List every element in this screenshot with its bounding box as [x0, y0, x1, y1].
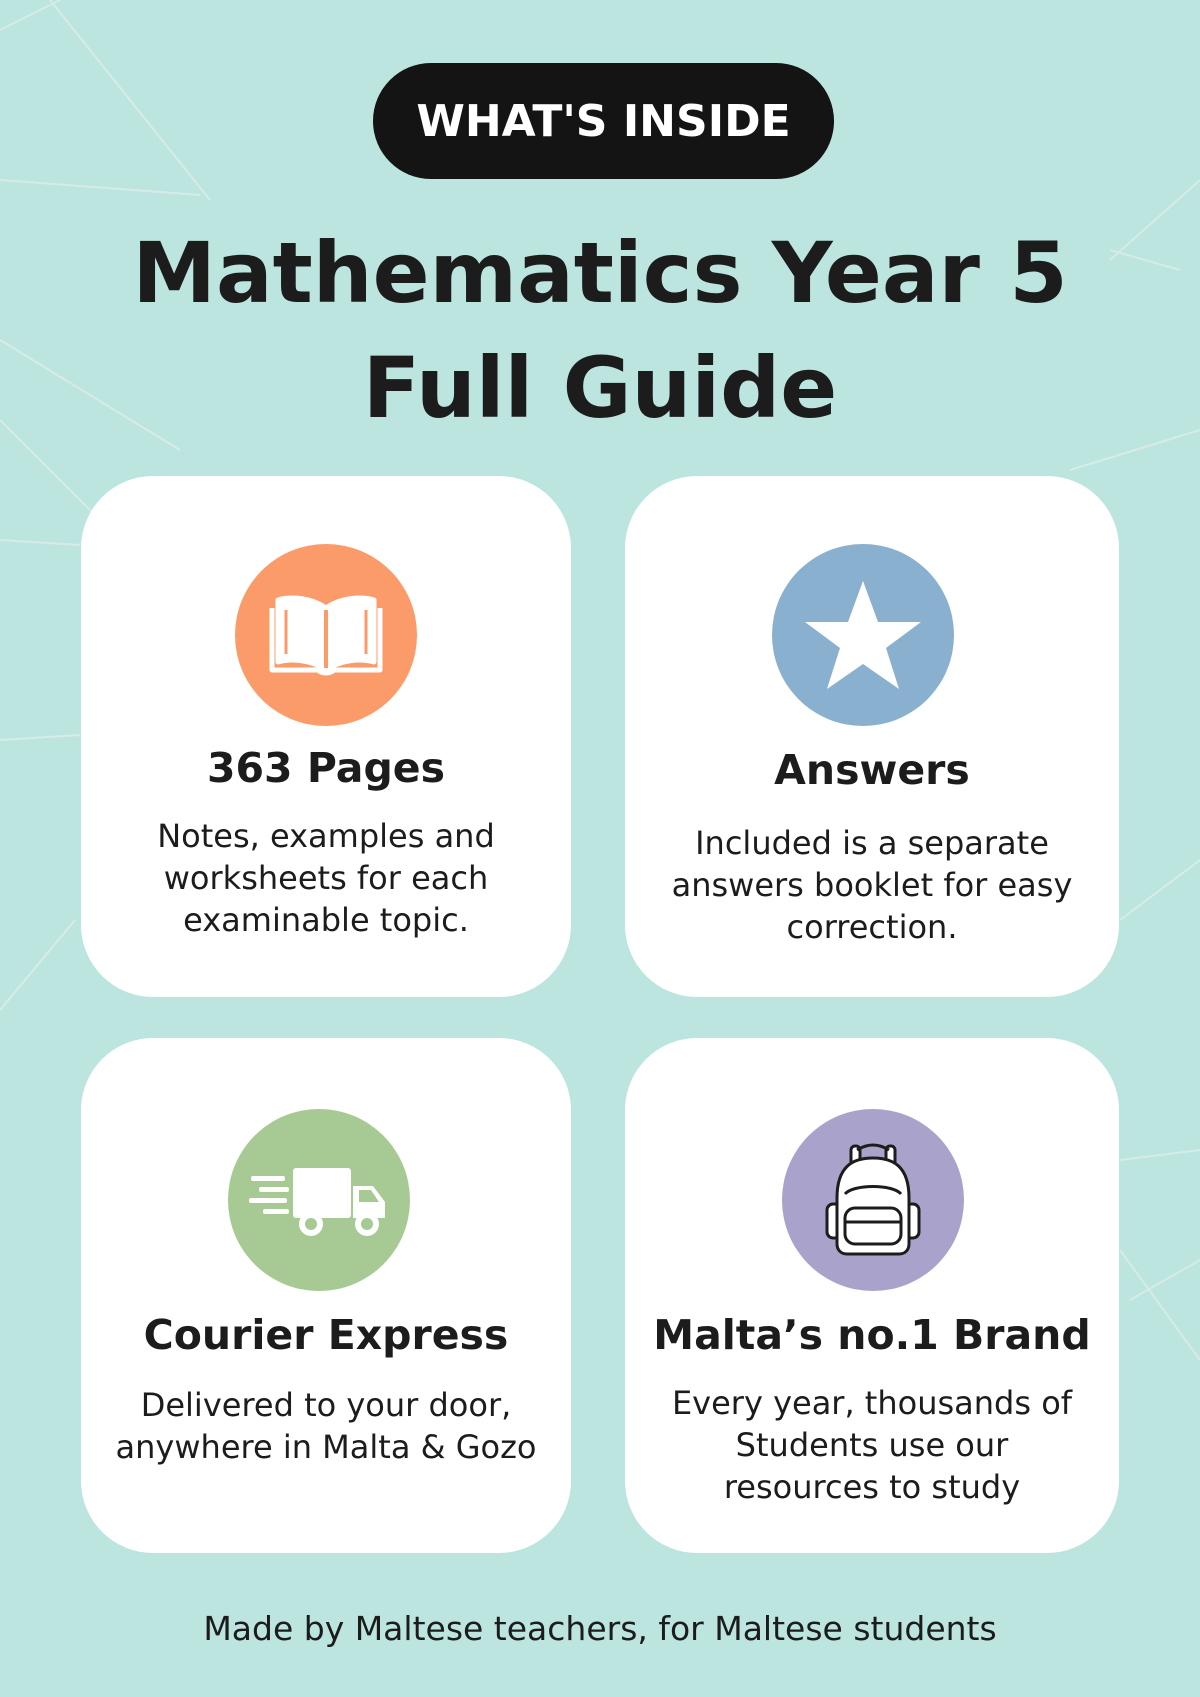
- brand-icon-circle: [782, 1109, 964, 1291]
- delivery-truck-icon: [249, 1160, 389, 1240]
- answers-description: Included is a separate answers booklet for easy correction.: [671, 824, 1073, 946]
- footer-tagline: Made by Maltese teachers, for Maltese students: [203, 1609, 997, 1648]
- feature-card-courier: [81, 1038, 571, 1553]
- brand-title: Malta’s no.1 Brand: [653, 1311, 1091, 1359]
- open-book-icon: [268, 590, 384, 680]
- courier-description: Delivered to your door, anywhere in Malta & Gozo: [115, 1386, 537, 1466]
- badge-label: WHAT'S INSIDE: [416, 95, 791, 147]
- backpack-icon: [823, 1142, 923, 1258]
- pages-title: 363 Pages: [206, 744, 446, 792]
- courier-title: Courier Express: [143, 1311, 509, 1359]
- pages-description: Notes, examples and worksheets for each examinable topic.: [157, 817, 495, 939]
- page-title-line-2: Full Guide: [362, 339, 838, 437]
- whats-inside-badge: [373, 63, 834, 179]
- feature-card-pages: [81, 476, 571, 997]
- brand-description: Every year, thousands of Students use our resources to study: [671, 1384, 1073, 1506]
- page-title-line-1: Mathematics Year 5: [132, 224, 1068, 322]
- answers-title: Answers: [774, 746, 970, 794]
- star-icon: [803, 577, 923, 693]
- courier-icon-circle: [228, 1109, 410, 1291]
- feature-card-answers: [625, 476, 1119, 997]
- pages-icon-circle: [235, 544, 417, 726]
- answers-icon-circle: [772, 544, 954, 726]
- feature-card-brand: [625, 1038, 1119, 1553]
